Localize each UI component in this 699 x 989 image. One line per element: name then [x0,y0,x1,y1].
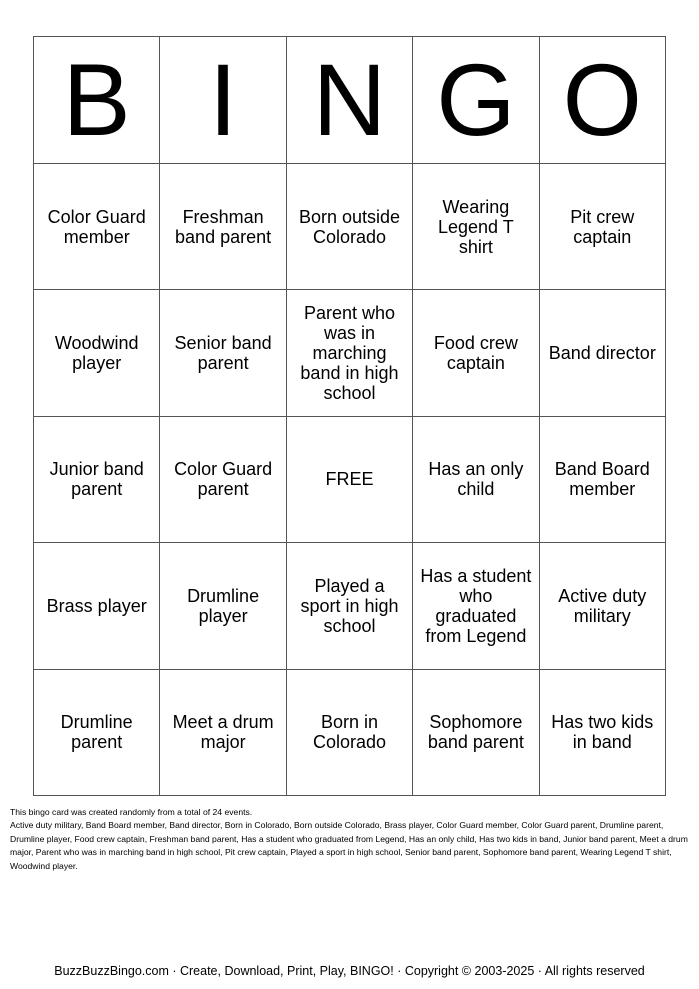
bingo-row-4 [34,543,666,669]
bingo-cell: Color Guard parent [160,416,286,542]
header-letter-o: O [539,37,665,164]
header-letter-g: G [413,37,539,164]
bingo-row-2 [34,290,666,416]
bingo-cell: Born outside Colorado [286,164,412,290]
bingo-cell: Played a sport in high school [286,543,412,669]
bingo-row-3 [34,416,666,542]
bingo-cell: Drumline parent [34,669,160,795]
bingo-card [33,36,666,796]
bingo-cell: Has two kids in band [539,669,665,795]
bingo-row-1 [34,164,666,290]
event-count-text: This bingo card was created randomly from a total of 24 events. [10,807,253,817]
bingo-cell: Has a student who graduated from Legend [413,543,539,669]
event-list-note [10,806,692,873]
event-list-text: Active duty military, Band Board member, Band director, Born in Colorado, Born outside Colorado, Brass player, Color Guard member, Color Guard parent, Drumline parent, Drumline player, Food crew captain, Freshman band parent, Has a student who graduated from Legend, Has an only child, Has two kids in band, Junior band parent, Meet a drum major, Parent who was in marching band in high school, Pit crew captain, Played a sport in high school, Senior band parent, Sophomore band parent, Wearing Legend T shirt, Woodwind player. [10,820,688,871]
bingo-cell: Color Guard member [34,164,160,290]
bingo-cell: Born in Colorado [286,669,412,795]
bingo-cell: Meet a drum major [160,669,286,795]
bingo-cell: Sophomore band parent [413,669,539,795]
bingo-cell: Senior band parent [160,290,286,416]
header-letter-n: N [286,37,412,164]
bingo-cell: Junior band parent [34,416,160,542]
bingo-cell: Band director [539,290,665,416]
copyright-footer: BuzzBuzzBingo.com · Create, Download, Print, Play, BINGO! · Copyright © 2003-2025 · All rights reserved [54,964,645,978]
header-letter-i: I [160,37,286,164]
header-letter-b: B [34,37,160,164]
bingo-cell: Food crew captain [413,290,539,416]
bingo-cell: Freshman band parent [160,164,286,290]
bingo-cell: Wearing Legend T shirt [413,164,539,290]
bingo-header-row [34,37,666,164]
bingo-cell: Has an only child [413,416,539,542]
bingo-cell: Pit crew captain [539,164,665,290]
bingo-cell: Active duty military [539,543,665,669]
bingo-cell: Band Board member [539,416,665,542]
bingo-row-5 [34,669,666,795]
bingo-cell: Drumline player [160,543,286,669]
bingo-cell: Brass player [34,543,160,669]
free-space-cell: FREE [286,416,412,542]
bingo-cell: Parent who was in marching band in high school [286,290,412,416]
bingo-cell: Woodwind player [34,290,160,416]
